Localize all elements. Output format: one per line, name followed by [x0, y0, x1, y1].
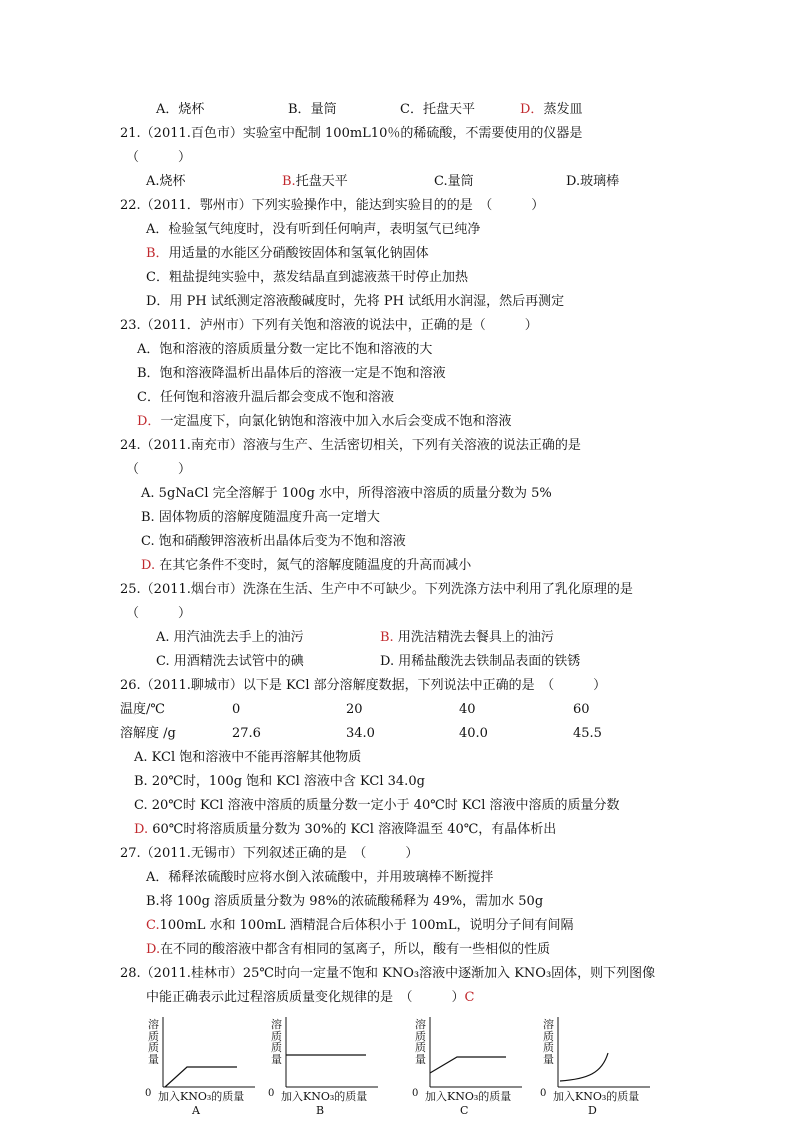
q27-option-a: A．稀释浓硫酸时应将水倒入浓硫酸中，并用玻璃棒不断搅拌 [146, 870, 494, 885]
graph-c [412, 1015, 532, 1119]
q27-option-d: D.在不同的酸溶液中都含有相同的氢离子，所以，酸有一些相似的性质 [146, 942, 551, 957]
q20-option-d: D．蒸发皿 [520, 102, 583, 117]
q27-stem: 27.（2011.无锡市）下列叙述正确的是 （ ） [120, 846, 419, 861]
q25-option-d: D. 用稀盐酸洗去铁制品表面的铁锈 [380, 654, 581, 669]
q27-option-c: C.100mL 水和 100mL 酒精混合后体积小于 100mL，说明分子间有间隔 [146, 918, 574, 933]
q21-answer-paren: （ ） [126, 150, 192, 165]
graph-origin-label: 0 [540, 1088, 547, 1099]
kcl-table-row-label: 溶解度 /g [120, 726, 176, 741]
q20-option-b: B．量筒 [288, 102, 337, 117]
graph-d-curve [560, 1053, 608, 1081]
q26-option-b: B. 20℃时，100g 饱和 KCl 溶液中含 KCl 34.0g [134, 774, 425, 789]
graph-option-label: B [316, 1104, 325, 1117]
q24-answer-paren: （ ） [126, 462, 192, 477]
kcl-table-row-temperature [0, 702, 794, 718]
graph-a-curve [165, 1067, 237, 1087]
graph-d [540, 1015, 660, 1119]
graph-option-label: A [192, 1104, 200, 1117]
kcl-table-cell: 0 [232, 702, 241, 717]
q23-option-a: A．饱和溶液的溶质质量分数一定比不饱和溶液的大 [137, 342, 433, 357]
q21-option-c: C.量筒 [434, 174, 474, 189]
q26-option-c: C. 20℃时 KCl 溶液中溶质的质量分数一定小于 40℃时 KCl 溶液中溶质的质量分数 [134, 798, 620, 813]
q28-stem-line1: 28.（2011.桂林市）25℃时向一定量不饱和 KNO₃溶液中逐渐加入 KNO₃固体，则下列图像 [120, 966, 656, 981]
q25-option-a: A. 用汽油洗去手上的油污 [156, 630, 304, 645]
graph-b [268, 1015, 388, 1119]
graph-y-axis-label: 溶质质量 [148, 1018, 159, 1066]
graph-origin-label: 0 [145, 1088, 152, 1099]
graph-x-axis-label: 加入KNO₃的质量 [158, 1090, 245, 1103]
kcl-table-cell: 34.0 [346, 726, 375, 741]
q21-stem: 21.（2011.百色市）实验室中配制 100mL10％的稀硫酸，不需要使用的仪器是 [120, 126, 583, 141]
q21-option-b: B.托盘天平 [282, 174, 348, 189]
q25-option-c: C. 用酒精洗去试管中的碘 [156, 654, 304, 669]
kcl-table-cell: 40 [459, 702, 476, 717]
q20-option-c: C．托盘天平 [400, 102, 475, 117]
q23-option-d: D．一定温度下，向氯化钠饱和溶液中加入水后会变成不饱和溶液 [137, 414, 512, 429]
graph-origin-label: 0 [412, 1088, 419, 1099]
q21-option-a: A.烧杯 [146, 174, 186, 189]
graph-y-axis-label: 溶质质量 [271, 1018, 282, 1066]
graph-a [145, 1015, 265, 1119]
q25-answer-paren: （ ） [126, 606, 192, 621]
kcl-table-row-solubility [0, 726, 794, 742]
kcl-table-cell: 45.5 [573, 726, 602, 741]
graph-x-axis-label: 加入KNO₃的质量 [281, 1090, 368, 1103]
q24-option-b: B. 固体物质的溶解度随温度升高一定增大 [141, 510, 380, 525]
q24-option-c: C. 饱和硝酸钾溶液析出晶体后变为不饱和溶液 [141, 534, 406, 549]
kcl-table-cell: 20 [346, 702, 363, 717]
q22-stem: 22.（2011．鄂州市）下列实验操作中，能达到实验目的的是 （ ） [120, 198, 545, 213]
kcl-table-cell: 27.6 [232, 726, 261, 741]
q23-option-c: C．任何饱和溶液升温后都会变成不饱和溶液 [137, 390, 394, 405]
q22-option-b: B．用适量的水能区分硝酸铵固体和氢氧化钠固体 [146, 246, 429, 261]
q22-option-a: A．检验氢气纯度时，没有听到任何响声，表明氢气已纯净 [146, 222, 481, 237]
graph-y-axis-label: 溶质质量 [415, 1018, 426, 1066]
kcl-table-row-label: 温度/℃ [120, 702, 165, 717]
graph-x-axis-label: 加入KNO₃的质量 [553, 1090, 640, 1103]
q22-option-c: C．粗盐提纯实验中，蒸发结晶直到滤液蒸干时停止加热 [146, 270, 468, 285]
q27-option-b: B.将 100g 溶质质量分数为 98%的浓硫酸稀释为 49%，需加水 50g [146, 894, 544, 909]
q23-option-b: B．饱和溶液降温析出晶体后的溶液一定是不饱和溶液 [137, 366, 446, 381]
q26-option-a: A. KCl 饱和溶液中不能再溶解其他物质 [134, 750, 362, 765]
q23-stem: 23.（2011．泸州市）下列有关饱和溶液的说法中，正确的是（ ） [120, 318, 538, 333]
q28-answer: C [464, 990, 475, 1005]
q28-stem-line2: 中能正确表示此过程溶质质量变化规律的是 （ ）C [146, 990, 475, 1005]
q26-option-d: D. 60℃时将溶质质量分数为 30%的 KCl 溶液降温至 40℃，有晶体析出 [134, 822, 557, 837]
graph-option-label: C [460, 1104, 469, 1117]
kcl-table-cell: 40.0 [459, 726, 488, 741]
graph-option-label: D [588, 1104, 597, 1117]
q26-stem: 26.（2011.聊城市）以下是 KCl 部分溶解度数据，下列说法中正确的是 （ ） [120, 678, 607, 693]
graph-x-axis-label: 加入KNO₃的质量 [425, 1090, 512, 1103]
q24-option-d: D. 在其它条件不变时，氮气的溶解度随温度的升高而减小 [141, 558, 472, 573]
graph-c-curve [430, 1057, 506, 1073]
q25-option-b: B. 用洗洁精洗去餐具上的油污 [380, 630, 554, 645]
q22-option-d: D．用 PH 试纸测定溶液酸碱度时，先将 PH 试纸用水润湿，然后再测定 [146, 294, 565, 309]
graph-y-axis-label: 溶质质量 [543, 1018, 554, 1066]
q20-option-a: A．烧杯 [156, 102, 205, 117]
q21-option-d: D.玻璃棒 [566, 174, 620, 189]
graph-origin-label: 0 [268, 1088, 275, 1099]
q24-option-a: A. 5gNaCl 完全溶解于 100g 水中，所得溶液中溶质的质量分数为 5% [141, 486, 552, 501]
q25-stem: 25.（2011.烟台市）洗涤在生活、生产中不可缺少。下列洗涤方法中利用了乳化原理的是 [120, 582, 633, 597]
kcl-table-cell: 60 [573, 702, 590, 717]
q24-stem: 24.（2011.南充市）溶液与生产、生活密切相关，下列有关溶液的说法正确的是 [120, 438, 581, 453]
